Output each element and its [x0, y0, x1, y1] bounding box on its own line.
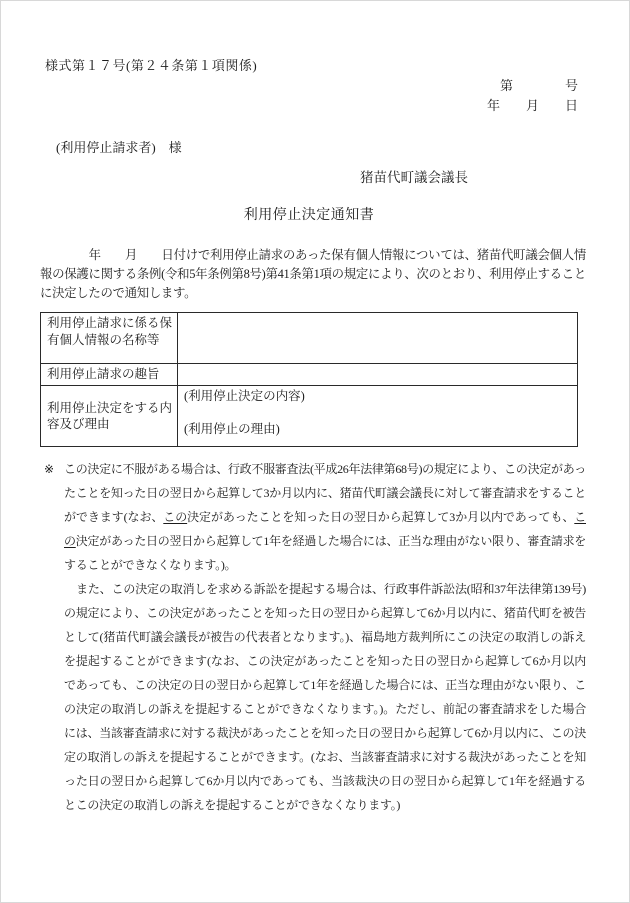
table-row-decision-content: [41, 386, 578, 447]
note1-segment-1: この決定に不服がある場合は、行政不服審査法(平成26年法律第68号)の規定により、この決定があったことを知った日の翌日から起算して3か月以内に、猪苗代町議会議長に対して審査請求をすることができます(なお、: [64, 462, 586, 524]
row-label-personal-info-name: 利用停止請求に係る保有個人情報の名称等: [41, 313, 178, 364]
page-title: 利用停止決定通知書: [243, 208, 375, 223]
table-row-personal-info-name: [41, 313, 578, 364]
note-paragraph-lawsuit: また、この決定の取消しを求める訴訟を提起する場合は、行政事件訴訟法(昭和37年法律第139号)の規定により、この決定があったことを知った日の翌日から起算して6か月以内に、猪苗代町を被告として(猪苗代町議会議長が被告の代表者となります。)、福島地方裁判所にこの決定の取消しの訴えを提起することができます(なお、この決定があったことを知った日の翌日から起算して6か月以内であっても、この決定の日の翌日から起算して1年を経過した場合には、正当な理由がない限り、この決定の取消しの訴えを提起することができなくなります。)。ただし、前記の審査請求をした場合には、当該審査請求に対する裁決があったことを知った日の翌日から起算して6か月以内に、この決定の取消しの訴えを提起することができます。(なお、当該審査請求に対する裁決があったことを知った日の翌日から起算して6か月以内であっても、当該裁決の日の翌日から起算して1年を経過するとこの決定の取消しの訴えを提起することができなくなります。): [64, 582, 586, 812]
body-paragraph: 年 月 日付けで利用停止請求のあった保有個人情報については、猪苗代町議会個人情報の保護に関する条例(令和5年条例第8号)第41条第1項の規定により、次のとおり、利用停止することに決定したので通知します。: [40, 248, 586, 300]
note-body: [64, 457, 586, 817]
note1-segment-3: 決定があった日の翌日から起算して1年を経過した場合には、正当な理由がない限り、審査請求をすることができなくなります。)。: [64, 534, 587, 572]
decision-table: [40, 312, 578, 447]
row-value-request-intent: [178, 364, 578, 386]
form-number-line: 様式第１７号(第２４条第１項関係): [45, 58, 258, 73]
doc-number-date-block: [40, 76, 578, 116]
row-value-decision-content: [178, 386, 578, 447]
decision-content-heading: (利用停止決定の内容): [184, 389, 305, 403]
row-label-decision-content: 利用停止決定をする内容及び理由: [41, 386, 178, 447]
note-paragraph-appeal: [64, 457, 586, 577]
table-row-request-intent: [41, 364, 578, 386]
sender-line: 猪苗代町議会議長: [360, 170, 468, 185]
note1-segment-2: 決定があったことを知った日の翌日から起算して3か月以内であっても、: [187, 510, 575, 524]
row-label-request-intent: 利用停止請求の趣旨: [41, 364, 178, 386]
decision-reason-heading: (利用停止の理由): [184, 421, 280, 436]
note-marker: ※: [44, 462, 54, 476]
addressee-line: (利用停止請求者) 様: [56, 140, 182, 155]
row-value-personal-info-name: [178, 313, 578, 364]
doc-date-line: 年 月 日: [486, 98, 578, 113]
note1-underlined-2: この: [64, 510, 586, 548]
doc-number-line: 第 号: [499, 78, 578, 93]
note1-underlined-1: この: [163, 510, 188, 524]
notes-section: [44, 457, 586, 817]
